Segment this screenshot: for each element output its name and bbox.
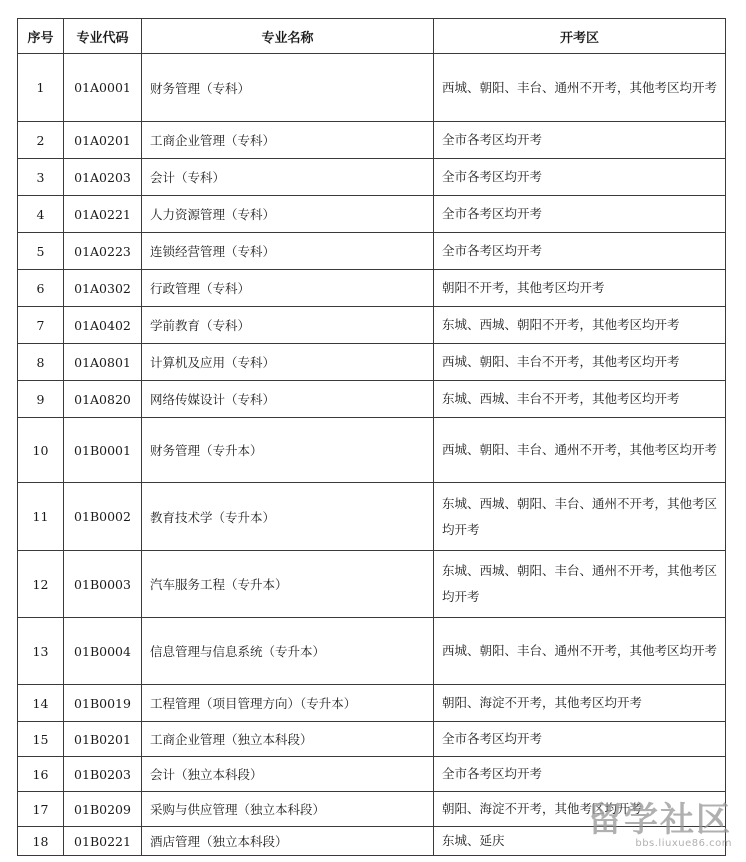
row-no: 10 [18, 418, 64, 483]
row-area: 朝阳、海淀不开考，其他考区均开考 [434, 792, 726, 827]
row-no: 4 [18, 196, 64, 233]
row-no: 13 [18, 618, 64, 685]
row-no: 9 [18, 381, 64, 418]
table-row [18, 54, 726, 122]
row-code: 01A0001 [64, 54, 142, 122]
row-area: 全市各考区均开考 [434, 233, 726, 270]
row-name: 学前教育（专科） [142, 307, 434, 344]
row-area: 西城、朝阳、丰台、通州不开考，其他考区均开考 [434, 418, 726, 483]
row-code: 01B0004 [64, 618, 142, 685]
row-code: 01B0001 [64, 418, 142, 483]
watermark-text: 留学社区 [588, 800, 732, 840]
row-name: 会计（独立本科段） [142, 757, 434, 792]
watermark-url: bbs.liuxue86.com [635, 838, 732, 849]
row-area: 东城、延庆 [434, 827, 726, 856]
row-name: 财务管理（专升本） [142, 418, 434, 483]
row-name: 连锁经营管理（专科） [142, 233, 434, 270]
row-code: 01B0002 [64, 483, 142, 551]
table-row [18, 381, 726, 418]
row-no: 15 [18, 722, 64, 757]
table-row [18, 344, 726, 381]
row-code: 01B0201 [64, 722, 142, 757]
row-area: 朝阳、海淀不开考，其他考区均开考 [434, 685, 726, 722]
row-no: 16 [18, 757, 64, 792]
row-code: 01A0820 [64, 381, 142, 418]
row-code: 01A0223 [64, 233, 142, 270]
row-name: 会计（专科） [142, 159, 434, 196]
row-area: 西城、朝阳、丰台、通州不开考，其他考区均开考 [434, 618, 726, 685]
row-no: 8 [18, 344, 64, 381]
row-name: 行政管理（专科） [142, 270, 434, 307]
row-no: 5 [18, 233, 64, 270]
header-name: 专业名称 [142, 19, 434, 54]
row-name: 工商企业管理（专科） [142, 122, 434, 159]
row-name: 工程管理（项目管理方向）（专升本） [142, 685, 434, 722]
row-no: 7 [18, 307, 64, 344]
row-area: 东城、西城、丰台不开考，其他考区均开考 [434, 381, 726, 418]
row-name: 财务管理（专科） [142, 54, 434, 122]
table-row [18, 483, 726, 551]
table-body [18, 54, 726, 856]
row-area: 西城、朝阳、丰台、通州不开考，其他考区均开考 [434, 54, 726, 122]
table-row [18, 618, 726, 685]
row-code: 01A0203 [64, 159, 142, 196]
row-code: 01B0019 [64, 685, 142, 722]
row-no: 18 [18, 827, 64, 856]
row-code: 01A0402 [64, 307, 142, 344]
row-no: 12 [18, 551, 64, 618]
row-no: 3 [18, 159, 64, 196]
row-no: 14 [18, 685, 64, 722]
row-area: 西城、朝阳、丰台不开考，其他考区均开考 [434, 344, 726, 381]
row-area: 全市各考区均开考 [434, 159, 726, 196]
row-name: 教育技术学（专升本） [142, 483, 434, 551]
row-area: 全市各考区均开考 [434, 757, 726, 792]
row-code: 01B0203 [64, 757, 142, 792]
table-row [18, 270, 726, 307]
table-row [18, 418, 726, 483]
table-row [18, 757, 726, 792]
table-row [18, 122, 726, 159]
row-name: 汽车服务工程（专升本） [142, 551, 434, 618]
header-row [18, 19, 726, 54]
header-no: 序号 [18, 19, 64, 54]
table-row [18, 685, 726, 722]
row-name: 计算机及应用（专科） [142, 344, 434, 381]
row-area: 全市各考区均开考 [434, 196, 726, 233]
row-code: 01B0209 [64, 792, 142, 827]
row-name: 采购与供应管理（独立本科段） [142, 792, 434, 827]
watermark-logo [562, 800, 732, 856]
row-area: 全市各考区均开考 [434, 122, 726, 159]
row-name: 人力资源管理（专科） [142, 196, 434, 233]
exam-areas-table [17, 18, 726, 856]
row-name: 网络传媒设计（专科） [142, 381, 434, 418]
row-name: 酒店管理（独立本科段） [142, 827, 434, 856]
header-code: 专业代码 [64, 19, 142, 54]
row-no: 1 [18, 54, 64, 122]
table-row [18, 196, 726, 233]
header-area: 开考区 [434, 19, 726, 54]
row-code: 01B0221 [64, 827, 142, 856]
row-no: 11 [18, 483, 64, 551]
row-code: 01B0003 [64, 551, 142, 618]
row-name: 工商企业管理（独立本科段） [142, 722, 434, 757]
row-code: 01A0801 [64, 344, 142, 381]
row-code: 01A0201 [64, 122, 142, 159]
row-area: 东城、西城、朝阳、丰台、通州不开考，其他考区均开考 [434, 551, 726, 618]
row-area: 东城、西城、朝阳、丰台、通州不开考，其他考区均开考 [434, 483, 726, 551]
row-no: 2 [18, 122, 64, 159]
table-row [18, 233, 726, 270]
table-row [18, 307, 726, 344]
row-name: 信息管理与信息系统（专升本） [142, 618, 434, 685]
row-code: 01A0302 [64, 270, 142, 307]
table-row [18, 159, 726, 196]
table-row [18, 551, 726, 618]
row-area: 东城、西城、朝阳不开考，其他考区均开考 [434, 307, 726, 344]
row-area: 朝阳不开考，其他考区均开考 [434, 270, 726, 307]
row-no: 17 [18, 792, 64, 827]
row-code: 01A0221 [64, 196, 142, 233]
row-no: 6 [18, 270, 64, 307]
table-row [18, 722, 726, 757]
row-area: 全市各考区均开考 [434, 722, 726, 757]
